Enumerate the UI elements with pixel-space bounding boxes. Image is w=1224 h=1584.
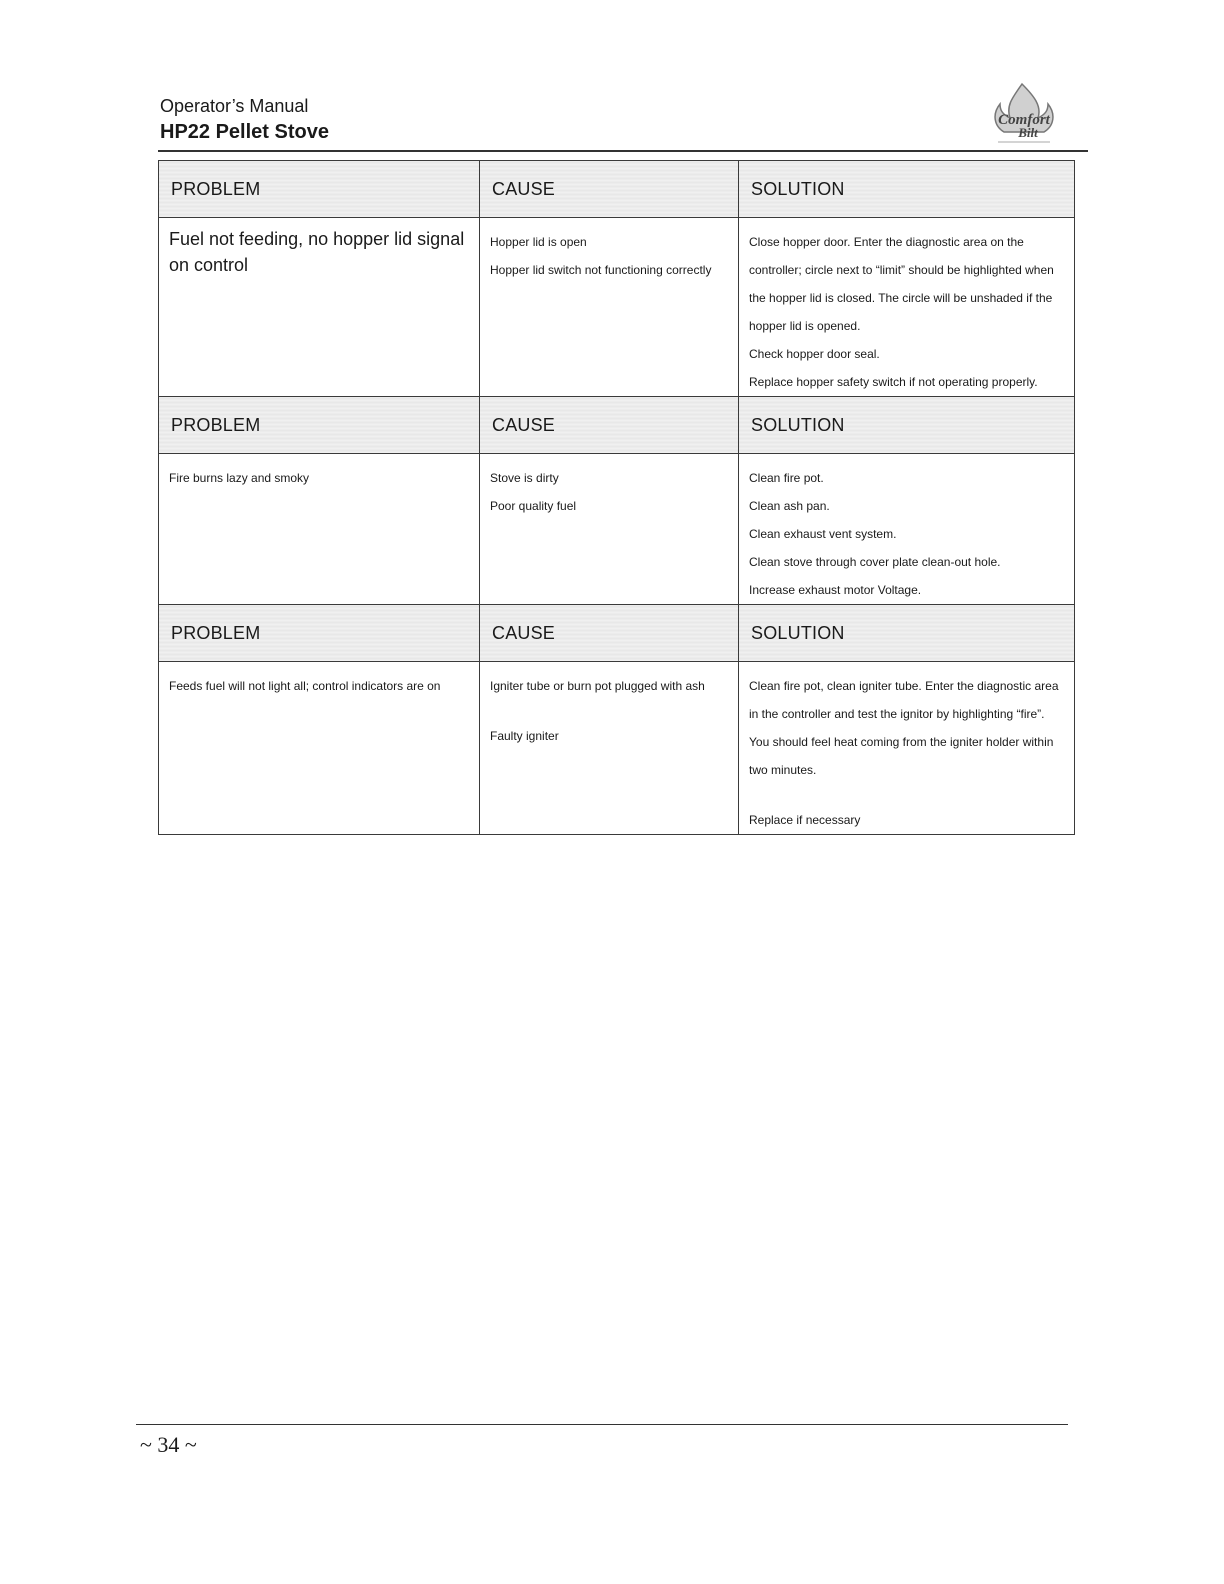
cause-cell	[480, 662, 739, 835]
solution-header: SOLUTION	[739, 397, 1075, 454]
solution-header: SOLUTION	[739, 161, 1075, 218]
cause-cell	[480, 454, 739, 605]
solution-text: Clean fire pot, clean igniter tube. Enter the diagnostic area in the controller and test the ignitor by highlighting “fire”. You should feel heat coming from the igniter holder within two minutes.	[749, 679, 1059, 777]
cause-text: Faulty igniter	[490, 729, 559, 743]
section-3-body-row	[159, 662, 1075, 835]
comfort-bilt-flame-logo-icon	[982, 80, 1066, 148]
footer-rule	[136, 1424, 1068, 1425]
problem-text: Feeds fuel will not light all; control indicators are on	[169, 679, 441, 693]
logo-text-bilt: Bilt	[1018, 125, 1038, 140]
solution-text: Replace if necessary	[749, 813, 861, 827]
problem-text: Fire burns lazy and smoky	[169, 471, 310, 485]
page-number: ~ 34 ~	[140, 1432, 197, 1457]
cause-text: Stove is dirty	[490, 471, 559, 485]
cause-header: CAUSE	[480, 397, 739, 454]
problem-cell	[159, 662, 480, 835]
header-rule	[158, 150, 1088, 152]
cause-text: Igniter tube or burn pot plugged with ash	[490, 679, 705, 693]
section-3-header-row	[159, 605, 1075, 662]
section-2-body-row	[159, 454, 1075, 605]
solution-cell	[739, 218, 1075, 397]
solution-cell	[739, 662, 1075, 835]
header-subtitle: Operator’s Manual	[160, 96, 309, 116]
problem-header: PROBLEM	[159, 605, 480, 662]
solution-cell	[739, 454, 1075, 605]
problem-text: Fuel not feeding, no hopper lid signal on control	[169, 229, 465, 275]
solution-text: Close hopper door. Enter the diagnostic area on the controller; circle next to “limit” should be highlighted when the hopper lid is closed. The circle will be unshaded if the hopper lid is opened.	[749, 235, 1054, 333]
section-1-body-row	[159, 218, 1075, 397]
cause-cell	[480, 218, 739, 397]
solution-text: Clean exhaust vent system.	[749, 527, 897, 541]
cause-header: CAUSE	[480, 605, 739, 662]
solution-text: Check hopper door seal.	[749, 347, 880, 361]
solution-text: Replace hopper safety switch if not operating properly.	[749, 375, 1038, 389]
solution-header: SOLUTION	[739, 605, 1075, 662]
problem-header: PROBLEM	[159, 161, 480, 218]
solution-text: Clean fire pot.	[749, 471, 824, 485]
cause-text: Hopper lid is open	[490, 235, 587, 249]
solution-text: Increase exhaust motor Voltage.	[749, 583, 922, 597]
section-2-header-row	[159, 397, 1075, 454]
solution-text: Clean stove through cover plate clean-out hole.	[749, 555, 1001, 569]
header-title: HP22 Pellet Stove	[160, 121, 329, 143]
problem-header: PROBLEM	[159, 397, 480, 454]
section-1-header-row	[159, 161, 1075, 218]
cause-header: CAUSE	[480, 161, 739, 218]
solution-text: Clean ash pan.	[749, 499, 830, 513]
cause-text: Poor quality fuel	[490, 499, 577, 513]
logo-text-comfort: Comfort	[998, 112, 1050, 128]
problem-cell	[159, 218, 480, 397]
cause-text: Hopper lid switch not functioning correctly	[490, 263, 712, 277]
problem-cell	[159, 454, 480, 605]
troubleshooting-table	[158, 160, 1075, 835]
